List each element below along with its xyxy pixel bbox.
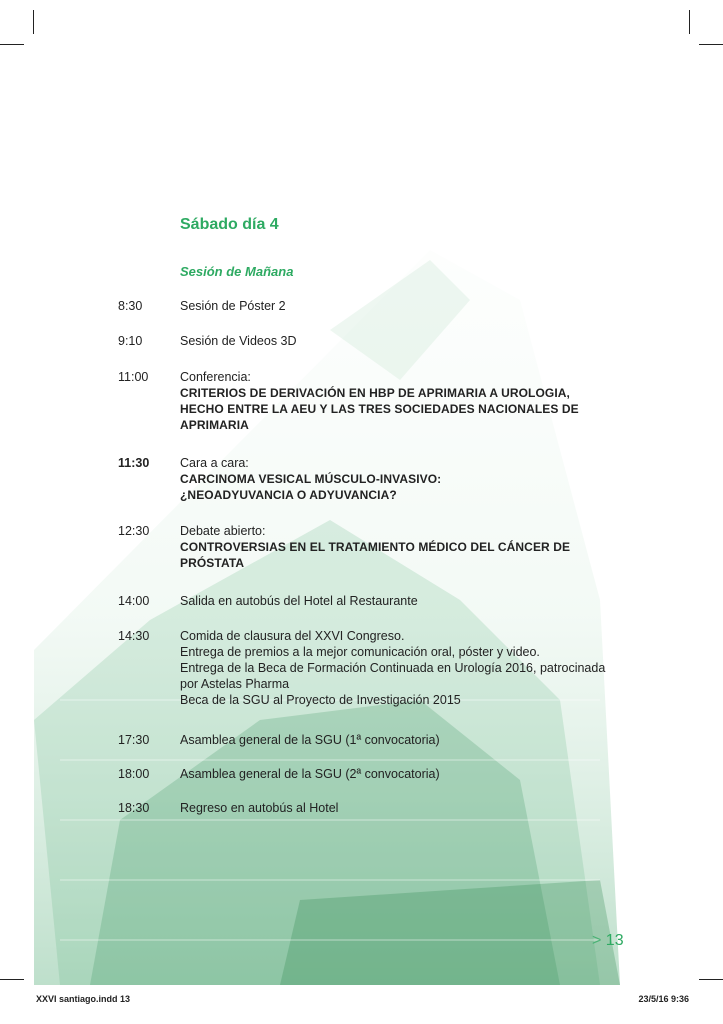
agenda-text: Entrega de la Beca de Formación Continuada en Urología 2016, patrocinada — [180, 661, 606, 675]
page-number-value: 13 — [605, 932, 624, 949]
agenda-time: 14:30 — [118, 629, 150, 643]
agenda-text: Beca de la SGU al Proyecto de Investigación 2015 — [180, 693, 461, 707]
agenda-time: 9:10 — [118, 334, 143, 348]
agenda-time: 18:00 — [118, 767, 150, 781]
agenda-text: Cara a cara: — [180, 456, 249, 470]
agenda-text: Entrega de premios a la mejor comunicación oral, póster y video. — [180, 645, 540, 659]
agenda-title: ¿NEOADYUVANCIA O ADYUVANCIA? — [180, 488, 397, 502]
agenda-title: PRÓSTATA — [180, 556, 245, 570]
agenda-time: 8:30 — [118, 299, 143, 313]
footer-filename: XXVI santiago.indd 13 — [36, 994, 131, 1004]
agenda-title: CARCINOMA VESICAL MÚSCULO-INVASIVO: — [180, 472, 442, 486]
agenda-text: Debate abierto: — [180, 524, 266, 538]
agenda-time: 17:30 — [118, 733, 150, 747]
agenda-text: Comida de clausura del XXVI Congreso. — [180, 629, 405, 643]
agenda-time: 11:00 — [118, 370, 149, 384]
agenda-text: Regreso en autobús al Hotel — [180, 801, 339, 815]
page-marker: > — [592, 932, 602, 949]
agenda-title: APRIMARIA — [180, 418, 249, 432]
agenda-title: CRITERIOS DE DERIVACIÓN EN HBP DE APRIMARIA A UROLOGIA, — [180, 386, 570, 400]
agenda-time: 12:30 — [118, 524, 150, 538]
agenda-time: 14:00 — [118, 594, 150, 608]
footer-datetime: 23/5/16 9:36 — [638, 994, 689, 1004]
agenda-title: HECHO ENTRE LA AEU Y LAS TRES SOCIEDADES NACIONALES DE — [180, 402, 579, 416]
agenda-text: Salida en autobús del Hotel al Restaurante — [180, 594, 418, 608]
agenda-text: Asamblea general de la SGU (2ª convocatoria) — [180, 767, 440, 781]
agenda-time: 11:30 — [118, 456, 150, 470]
agenda-time: 18:30 — [118, 801, 150, 815]
agenda-title: CONTROVERSIAS EN EL TRATAMIENTO MÉDICO DEL CÁNCER DE — [180, 540, 571, 554]
page-number — [592, 932, 624, 950]
session-title: Sesión de Mañana — [180, 264, 294, 279]
day-title: Sábado día 4 — [180, 216, 279, 233]
agenda-text: Sesión de Póster 2 — [180, 299, 286, 313]
agenda-text: Sesión de Videos 3D — [180, 334, 297, 348]
agenda-text: por Astelas Pharma — [180, 677, 290, 691]
agenda-text: Conferencia: — [180, 370, 251, 384]
agenda-text: Asamblea general de la SGU (1ª convocatoria) — [180, 733, 440, 747]
